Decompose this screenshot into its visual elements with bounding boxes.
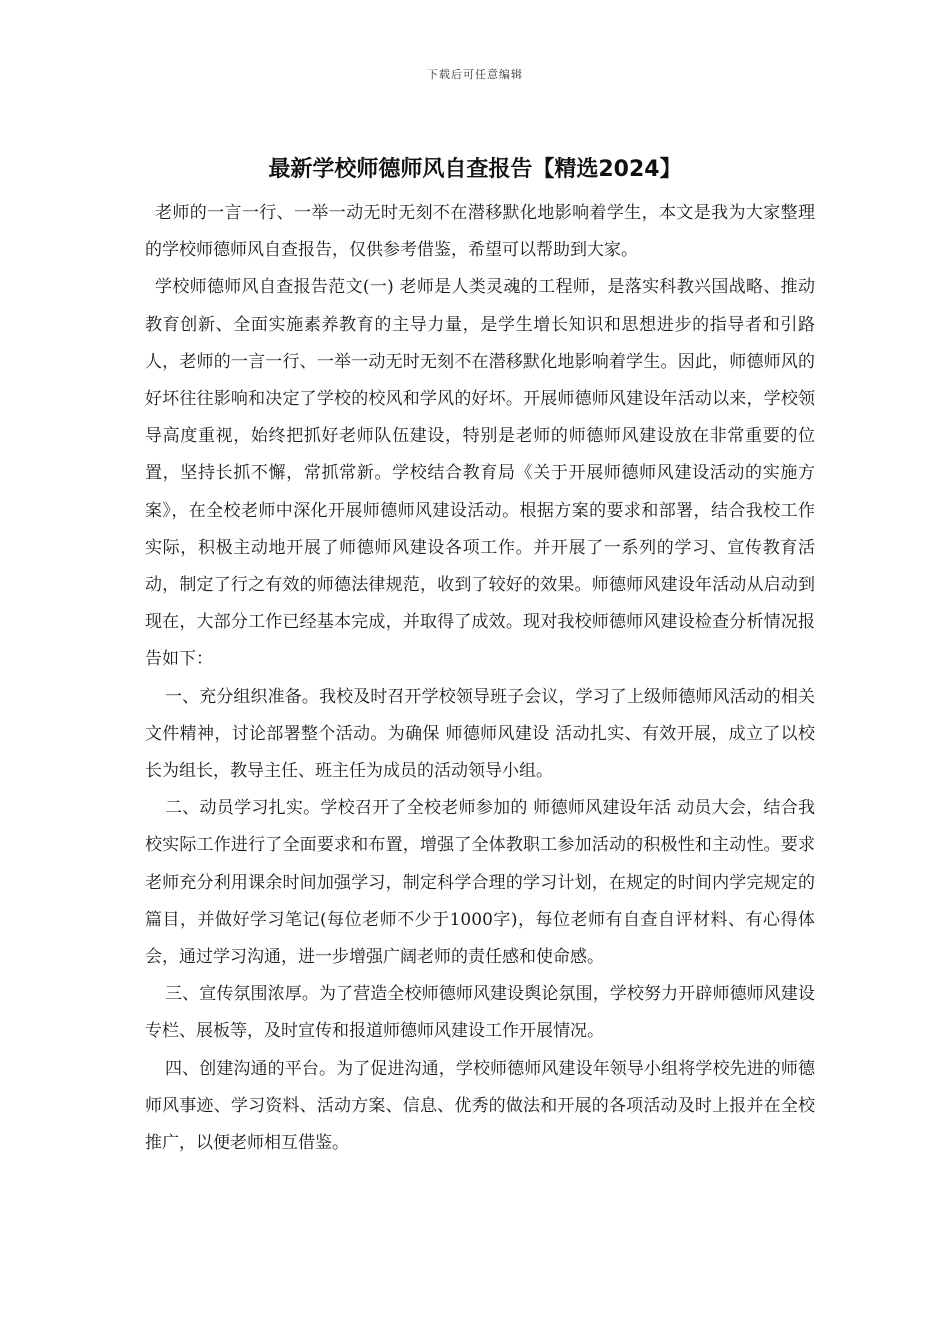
paragraph-section-one: 一、充分组织准备。我校及时召开学校领导班子会议，学习了上级师德师风活动的相关文件精神，讨论部署整个活动。为确保 师德师风建设 活动扎实、有效开展，成立了以校长为组长，教导主任、班主任为成员的活动领导小组。 — [145, 686, 815, 782]
paragraph-sample-one: 学校师德师风自查报告范文(一) 老师是人类灵魂的工程师，是落实科教兴国战略、推动教育创新、全面实施素养教育的主导力量，是学生增长知识和思想进步的指导者和引路人，老师的一言一行、一举一动无时无刻不在潜移默化地影响着学生。因此，师德师风的好坏往往影响和决定了学校的校风和学风的好坏。开展师德师风建设年活动以来，学校领导高度重视，始终把抓好老师队伍建设，特别是老师的师德师风建设放在非常重要的位置，坚持长抓不懈，常抓常新。学校结合教育局《关于开展师德师风建设活动的实施方案》，在全校老师中深化开展师德师风建设活动。根据方案的要求和部署，结合我校工作实际，积极主动地开展了师德师风建设各项工作。并开展了一系列的学习、宣传教育活动，制定了行之有效的师德法律规范，收到了较好的效果。师德师风建设年活动从启动到现在，大部分工作已经基本完成，并取得了成效。现对我校师德师风建设检查分析情况报告如下： — [145, 277, 815, 670]
paragraph-intro: 老师的一言一行、一举一动无时无刻不在潜移默化地影响着学生，本文是我为大家整理的学校师德师风自查报告，仅供参考借鉴，希望可以帮助到大家。 — [145, 203, 815, 261]
paragraph-section-four: 四、创建沟通的平台。为了促进沟通，学校师德师风建设年领导小组将学校先进的师德师风事迹、学习资料、活动方案、信息、优秀的做法和开展的各项活动及时上报并在全校推广，以便老师相互借鉴。 — [145, 1058, 815, 1154]
document-title: 最新学校师德师风自查报告【精选2024】 — [268, 157, 682, 182]
paragraph-section-two: 二、动员学习扎实。学校召开了全校老师参加的 师德师风建设年活 动员大会，结合我校实际工作进行了全面要求和布置，增强了全体教职工参加活动的积极性和主动性。要求老师充分利用课余时间加强学习，制定科学合理的学习计划，在规定的时间内学完规定的篇目，并做好学习笔记(每位老师不少于1000字)，每位老师有自查自评材料、有心得体会，通过学习沟通，进一步增强广阔老师的责任感和使命感。 — [145, 798, 815, 968]
header-note: 下载后可任意编辑 — [427, 68, 523, 81]
paragraph-section-three: 三、宣传氛围浓厚。为了营造全校师德师风建设舆论氛围，学校努力开辟师德师风建设专栏、展板等，及时宣传和报道师德师风建设工作开展情况。 — [145, 984, 815, 1042]
document-body — [145, 195, 815, 1162]
